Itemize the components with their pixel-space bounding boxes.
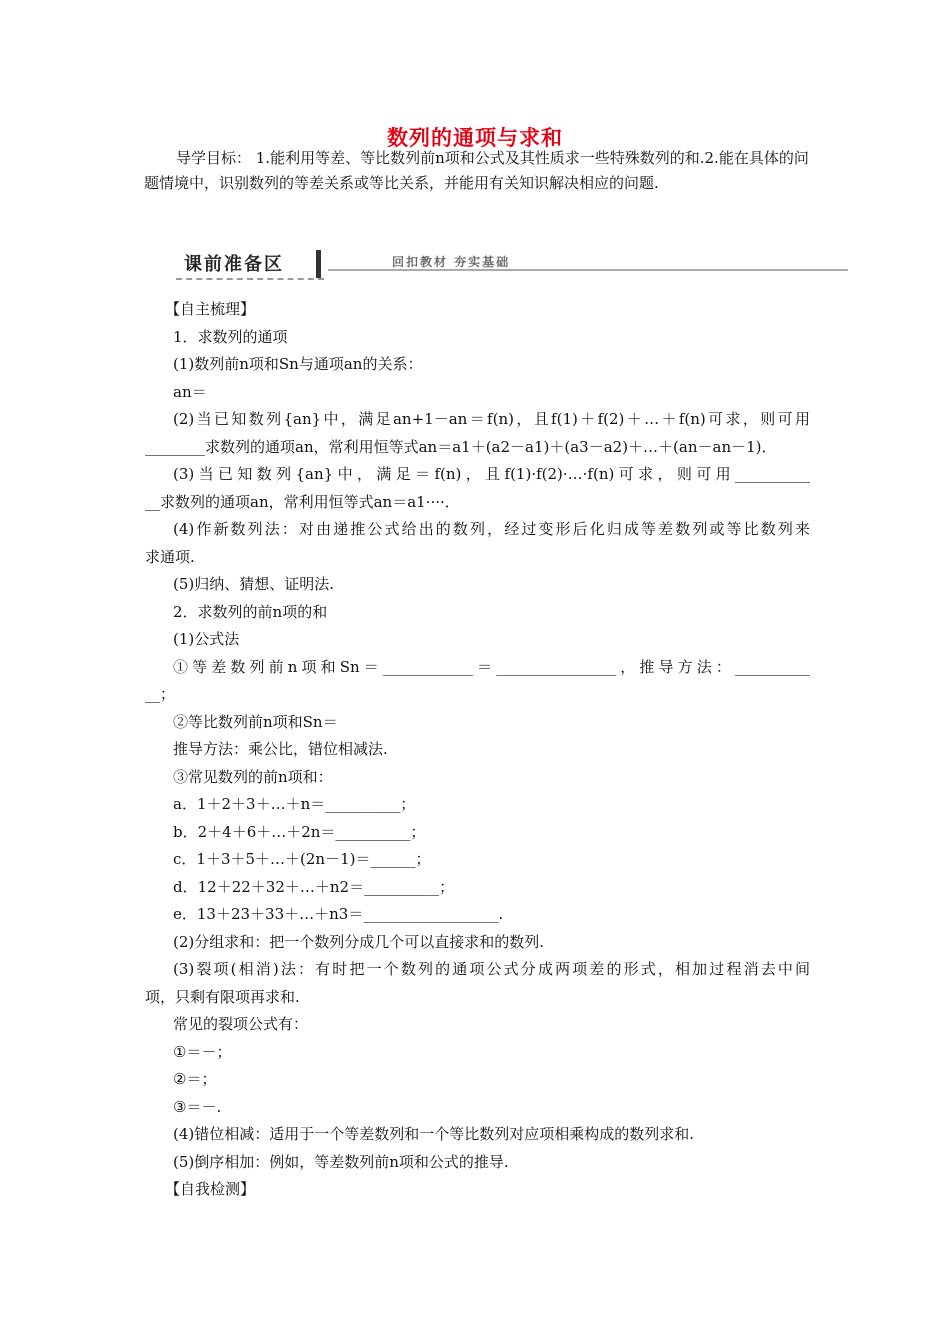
list-item: a．1＋2＋3＋…＋n＝__________； bbox=[173, 795, 416, 813]
paragraph: (4)作新数列法：对由递推公式给出的数列，经过变形后化归成等差数列或等比数列来 bbox=[173, 520, 810, 538]
paragraph: (1)公式法 bbox=[173, 630, 240, 648]
formula-line: an＝ bbox=[173, 382, 207, 401]
heading-self-check: 【自我检测】 bbox=[165, 1180, 256, 1198]
page-title: 数列的通项与求和 bbox=[387, 125, 563, 150]
paragraph: 求通项. bbox=[145, 547, 195, 566]
learning-goals: 导学目标： 1.能利用等差、等比数列前n项和公式及其性质求一些特殊数列的和.2.能在具体的问题情境中，识别数列的等差关系或等比关系，并能用有关知识解决相应的问题. bbox=[144, 149, 809, 192]
list-item: ③＝－. bbox=[173, 1097, 222, 1116]
paragraph: 1．求数列的通项 bbox=[173, 327, 288, 346]
paragraph: (1)数列前n项和Sn与通项an的关系： bbox=[173, 355, 423, 373]
section-subtitle: 回扣教材 夯实基础 bbox=[392, 255, 511, 269]
list-item: d．12＋22＋32＋…＋n2＝__________； bbox=[173, 877, 455, 896]
paragraph: (2)分组求和：把一个数列分成几个可以直接求和的数列. bbox=[173, 932, 545, 951]
section-header bbox=[170, 248, 850, 286]
list-item: ①＝－； bbox=[173, 1042, 232, 1061]
paragraph: 2．求数列的前n项的和 bbox=[173, 602, 328, 621]
paragraph: 推导方法：乘公比，错位相减法. bbox=[173, 740, 388, 758]
paragraph: __求数列的通项an，常利用恒等式an＝a1····． bbox=[145, 492, 460, 511]
section-label: 课前准备区 bbox=[184, 254, 284, 275]
paragraph: __； bbox=[145, 685, 176, 703]
list-item: b．2＋4＋6＋…＋2n＝__________； bbox=[173, 822, 426, 841]
paragraph: (3)裂项(相消)法：有时把一个数列的通项公式分成两项差的形式，相加过程消去中间 bbox=[173, 960, 810, 978]
paragraph: ________求数列的通项an，常利用恒等式an＝a1＋(a2－a1)＋(a3－a2)＋…＋(an－an－1)． bbox=[145, 437, 777, 456]
paragraph: (4)错位相减：适用于一个等差数列和一个等比数列对应项相乘构成的数列求和. bbox=[173, 1125, 695, 1143]
list-item: c．1＋3＋5＋…＋(2n－1)＝______； bbox=[173, 850, 431, 868]
heading-self-review: 【自主梳理】 bbox=[165, 300, 256, 318]
list-item: e．13＋23＋33＋…＋n3＝__________________. bbox=[173, 905, 504, 923]
paragraph: 项，只剩有限项再求和. bbox=[145, 987, 300, 1006]
paragraph: (5)归纳、猜想、证明法. bbox=[173, 575, 335, 593]
paragraph: 常见的裂项公式有： bbox=[173, 1015, 309, 1033]
document-body bbox=[145, 296, 810, 1204]
paragraph: ②等比数列前n项和Sn＝ bbox=[173, 712, 338, 731]
paragraph: (5)倒序相加：例如，等差数列前n项和公式的推导. bbox=[173, 1152, 509, 1171]
paragraph: (3)当已知数列{an}中，满足＝f(n)，且f(1)·f(2)·…·f(n)可求，则可用__________ bbox=[173, 465, 810, 483]
paragraph: ③常见数列的前n项和： bbox=[173, 767, 333, 786]
paragraph: ①等差数列前n项和Sn＝____________＝________________，推导方法：__________ bbox=[173, 657, 810, 676]
list-item: ②＝； bbox=[173, 1070, 217, 1088]
paragraph: (2)当已知数列{an}中，满足an+1－an＝f(n)，且f(1)＋f(2)＋…＋f(n)可求，则可用 bbox=[173, 410, 810, 428]
section-underline bbox=[176, 278, 324, 280]
section-marker bbox=[316, 250, 321, 278]
